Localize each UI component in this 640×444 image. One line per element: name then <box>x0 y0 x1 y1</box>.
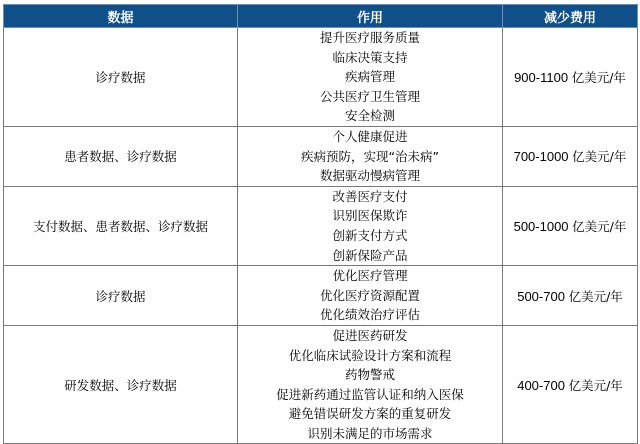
cell-uses <box>238 325 503 444</box>
cost-value: 900-1100 <box>514 69 569 85</box>
cost-unit: 亿美元/年 <box>572 218 627 234</box>
use-item: 识别未满足的市场需求 <box>307 425 433 441</box>
cell-data-type: 研发数据、诊疗数据 <box>4 325 238 444</box>
use-item: 优化医疗资源配置 <box>319 287 420 303</box>
use-item: 创新支付方式 <box>332 227 408 243</box>
table-row <box>4 28 638 127</box>
cost-unit: 亿美元/年 <box>572 149 627 165</box>
table-row <box>4 186 638 265</box>
cell-uses <box>238 28 503 127</box>
table-row <box>4 266 638 326</box>
use-item: 促进医药研发 <box>332 327 408 343</box>
cell-uses <box>238 126 503 186</box>
cell-cost <box>503 126 638 186</box>
cost-unit: 亿美元/年 <box>568 288 623 304</box>
cell-cost <box>503 266 638 326</box>
header-data: 数据 <box>4 5 238 28</box>
cost-value: 500-700 <box>517 288 565 304</box>
use-item: 安全检测 <box>344 108 395 124</box>
use-item: 优化医疗管理 <box>332 268 408 284</box>
use-item: 提升医疗服务质量 <box>319 30 420 45</box>
use-item: 药物警戒 <box>344 367 395 383</box>
use-item: 识别医保欺诈 <box>332 208 408 224</box>
table-row <box>4 126 638 186</box>
use-item: 改善医疗支付 <box>332 188 408 204</box>
savings-table-container <box>3 4 637 444</box>
cost-value: 500-1000 <box>513 218 569 234</box>
header-cost: 减少费用 <box>503 5 638 28</box>
cell-cost <box>503 186 638 265</box>
cell-data-type: 患者数据、诊疗数据 <box>4 126 238 186</box>
use-item: 促进新药通过监管认证和纳入医保 <box>276 386 464 402</box>
use-item: 优化临床试验设计方案和流程 <box>288 347 452 363</box>
table-header-row <box>4 5 638 28</box>
cell-data-type: 诊疗数据 <box>4 28 238 127</box>
cost-unit: 亿美元/年 <box>571 69 626 85</box>
savings-table <box>3 4 638 444</box>
use-item: 疾病管理 <box>344 69 395 85</box>
use-item: 公共医疗卫生管理 <box>319 88 420 104</box>
use-item: 临床决策支持 <box>332 49 408 65</box>
cost-value: 400-700 <box>517 377 565 393</box>
cost-unit: 亿美元/年 <box>568 377 623 393</box>
cell-cost <box>503 28 638 127</box>
use-item: 避免错误研发方案的重复研发 <box>288 406 452 422</box>
use-item: 创新保险产品 <box>332 247 408 263</box>
cost-value: 700-1000 <box>513 149 569 165</box>
cell-uses <box>238 186 503 265</box>
use-item: 疾病预防，实现“治未病” <box>301 148 439 164</box>
cell-uses <box>238 266 503 326</box>
use-item: 优化绩效治疗评估 <box>319 307 420 323</box>
cell-data-type: 支付数据、患者数据、诊疗数据 <box>4 186 238 265</box>
table-body <box>4 28 638 444</box>
use-item: 数据驱动慢病管理 <box>319 168 420 184</box>
table-row <box>4 325 638 444</box>
header-use: 作用 <box>238 5 503 28</box>
use-item: 个人健康促进 <box>332 128 408 144</box>
cell-data-type: 诊疗数据 <box>4 266 238 326</box>
cell-cost <box>503 325 638 444</box>
